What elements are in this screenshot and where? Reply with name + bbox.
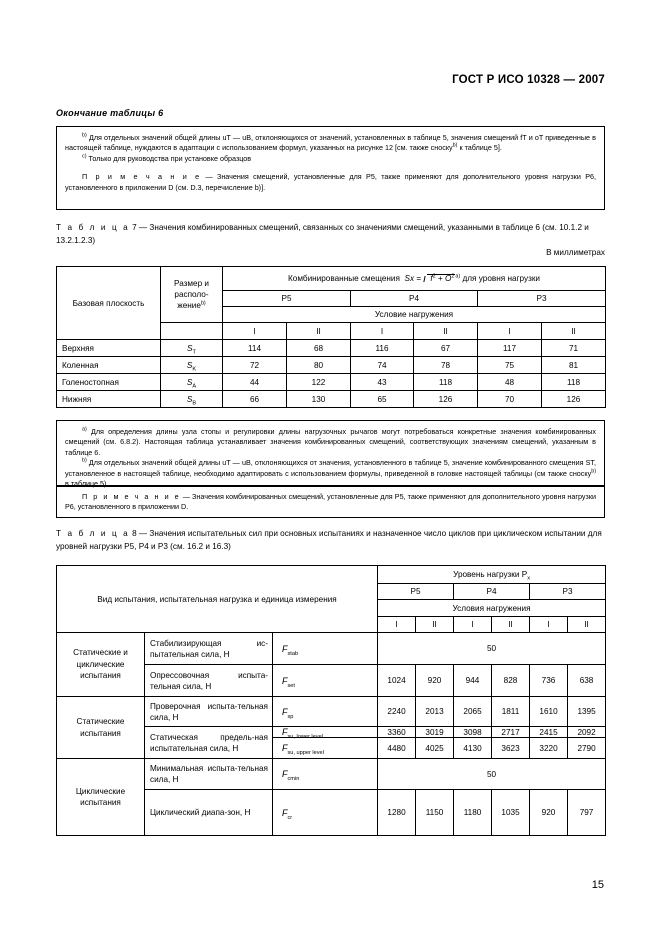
formula-lhs: Sx bbox=[404, 274, 415, 283]
table8-value: 1035 bbox=[492, 790, 530, 836]
table8-value: 2013 bbox=[416, 697, 454, 727]
table7-col-base-plane: Базовая плоскость bbox=[57, 267, 161, 340]
table7-col-size-location: Размер и располо- жение$^{b)}$ bbox=[161, 267, 223, 323]
table7-footnote-b-text1: Для отдельных значений общей длины uT — uB, отклоняющихся от значения, установленного в таблице 5, значение комбинированного смещения ST, установленное в настоящей таблице, необходимо адаптировать с использованием формулы, приведенной в головке настоящей таблицы (см также сноску bbox=[65, 458, 597, 478]
table8-group-1-label: Статические испытания bbox=[57, 697, 145, 759]
table7-level-p3: P3 bbox=[478, 291, 606, 307]
table7-loading-conditions-label: Условие нагружения bbox=[223, 307, 606, 323]
table7-symbol-2: $S_A$ bbox=[161, 374, 223, 391]
sqrt-icon: $f^2 + O^2$ bbox=[423, 274, 455, 283]
table7-row bbox=[57, 374, 606, 391]
table6-footnote-c-text: Только для руководства при установке образцов bbox=[88, 153, 252, 163]
table8-value: 1180 bbox=[454, 790, 492, 836]
table8-condition-4: II bbox=[492, 617, 530, 633]
table6-footnote-b bbox=[65, 133, 596, 154]
table8-value: 2092 bbox=[568, 727, 606, 738]
table8-row-symbol: $F_{cmin}$ bbox=[273, 759, 378, 790]
table8-value: 2065 bbox=[454, 697, 492, 727]
table7-plane-1: Коленная bbox=[57, 357, 161, 374]
table8-row-description: Циклический диапа-зон, Н bbox=[145, 790, 273, 836]
table8-value: 2240 bbox=[378, 697, 416, 727]
table8 bbox=[56, 565, 606, 836]
table7-plane-3: Нижняя bbox=[57, 391, 161, 408]
table7-condition-1: I bbox=[223, 323, 287, 340]
table7-note-label: П р и м е ч а н и е bbox=[82, 492, 181, 501]
table8-row-description: Минимальная испыта-тельная сила, Н bbox=[145, 759, 273, 790]
table7-caption-label: Т а б л и ц а bbox=[56, 223, 130, 232]
table8-row-description: Стабилизирующая ис-пытательная сила, Н bbox=[145, 633, 273, 665]
table8-value: 2790 bbox=[568, 738, 606, 759]
table7-condition-6: II bbox=[542, 323, 606, 340]
table7-footnote-b-ref: b) bbox=[591, 468, 596, 475]
table6-footnote-b-text: Для отдельных значений общей длины uT — uB, отклоняющихся от значений, установленных в таблице 5, значения смещений fT и oT приведенные в настоящей таблице, нуждаются в адаптации с использованием формул, указанных на рисунке 12 [см. также сноску bbox=[65, 133, 597, 153]
table7-footnote-b-marker: b) bbox=[82, 457, 87, 464]
table7-condition-5: I bbox=[478, 323, 542, 340]
table6-note-label: П р и м е ч а н и е bbox=[82, 172, 202, 182]
table7-value: 67 bbox=[414, 340, 478, 357]
page-number: 15 bbox=[591, 879, 604, 891]
table8-value: 1024 bbox=[378, 665, 416, 697]
table7-condition-header bbox=[161, 323, 223, 340]
table7-value: 65 bbox=[351, 391, 414, 408]
table8-row bbox=[57, 633, 606, 665]
table8-load-level-header: Уровень нагрузки $P_x$ bbox=[378, 566, 606, 584]
table8-value: 3220 bbox=[530, 738, 568, 759]
table8-condition-6: II bbox=[568, 617, 606, 633]
table7-value: 66 bbox=[223, 391, 287, 408]
table7-value: 81 bbox=[542, 357, 606, 374]
table8-level-p4: P4 bbox=[454, 584, 530, 600]
table8-condition-1: I bbox=[378, 617, 416, 633]
table7-footnote-a-text: Для определения длины узла стопы и регулировки длины нагрузочных рычагов могут потребоваться конкретные значения комбинированных смещений (см. 6.8.2). Настоящая таблица устанавливает значения комбинированных смещений, соответствующих значениям смещений, указанным в таблице 6. bbox=[65, 427, 596, 457]
table8-value: 2415 bbox=[530, 727, 568, 738]
table7-combined-displacement-header bbox=[223, 267, 606, 291]
table7-footnote-a bbox=[65, 427, 596, 458]
table8-header-row-1 bbox=[57, 566, 606, 584]
table8-caption-label: Т а б л и ц а bbox=[56, 529, 130, 538]
table7-row bbox=[57, 391, 606, 408]
table8-row-description: Опрессовочная испыта-тельная сила, Н bbox=[145, 665, 273, 697]
table8-value: 2717 bbox=[492, 727, 530, 738]
table8-value: 3623 bbox=[492, 738, 530, 759]
table8-row bbox=[57, 697, 606, 727]
table7-footnote-a-marker: a) bbox=[82, 426, 87, 433]
table8-row-symbol: $F_{cr}$ bbox=[273, 790, 378, 836]
table7-caption-text: — Значения комбинированных смещений, связанных со значениями смещений, указанными в таблице 6 (см. 10.1.2 и 13.2.1.2.3) bbox=[56, 223, 589, 245]
table7-row bbox=[57, 340, 606, 357]
table7-footnote-b-text2: в таблице 5). bbox=[65, 479, 109, 489]
table7-value: 48 bbox=[478, 374, 542, 391]
table7-value: 122 bbox=[287, 374, 351, 391]
table8-row-symbol: $F_{set}$ bbox=[273, 665, 378, 697]
table8-value: 828 bbox=[492, 665, 530, 697]
table8-row bbox=[57, 759, 606, 790]
table8-value: 3098 bbox=[454, 727, 492, 738]
table8-caption bbox=[56, 528, 605, 553]
table8-condition-3: I bbox=[454, 617, 492, 633]
table8-value: 1811 bbox=[492, 697, 530, 727]
table7 bbox=[56, 266, 606, 408]
table7-value: 117 bbox=[478, 340, 542, 357]
table8-row-span-value: 50 bbox=[378, 759, 606, 790]
table8-value: 3019 bbox=[416, 727, 454, 738]
table7-note-text: — Значения комбинированных смещений, установленные для P5, также применяют для дополнительного уровня нагрузки P6, установленного в приложении D. bbox=[65, 492, 596, 512]
table7-value: 72 bbox=[223, 357, 287, 374]
table7-caption-number: 7 bbox=[132, 223, 137, 232]
table7-caption bbox=[56, 222, 605, 247]
table8-value: 4025 bbox=[416, 738, 454, 759]
table8-value: 1395 bbox=[568, 697, 606, 727]
table8-caption-number: 8 bbox=[132, 529, 137, 538]
table7-condition-4: II bbox=[414, 323, 478, 340]
table7-units: В миллиметрах bbox=[546, 248, 605, 257]
footnote-marker-c: c) bbox=[82, 153, 87, 160]
table8-value: 1150 bbox=[416, 790, 454, 836]
table7-condition-2: II bbox=[287, 323, 351, 340]
table6-note-text: — Значения смещений, установленные для P5, также применяют для дополнительного уровня нагрузки P6, установленного в приложении D (см. D.3, перечисление b)]. bbox=[65, 172, 596, 192]
table8-row-symbol: $F_{su, upper level}$ bbox=[273, 738, 378, 759]
table8-value: 944 bbox=[454, 665, 492, 697]
table8-level-p3: P3 bbox=[530, 584, 606, 600]
table7-value: 126 bbox=[414, 391, 478, 408]
table6-footnote-c bbox=[65, 154, 596, 164]
table7-value: 116 bbox=[351, 340, 414, 357]
table7-condition-3: I bbox=[351, 323, 414, 340]
table8-value: 797 bbox=[568, 790, 606, 836]
table7-combined-formula: Комбинированные смещения $Sx = f^2 + O^{2a)}$ для уровня нагрузки bbox=[288, 273, 540, 283]
footnote-marker-b: b) bbox=[82, 132, 87, 139]
table8-group-0-label: Статические и циклические испытания bbox=[57, 633, 145, 697]
table7-value: 43 bbox=[351, 374, 414, 391]
table7-footnotes-box bbox=[56, 420, 605, 489]
document-header: ГОСТ Р ИСО 10328 — 2007 bbox=[452, 74, 605, 86]
table8-value: 4130 bbox=[454, 738, 492, 759]
table7-plane-0: Верхняя bbox=[57, 340, 161, 357]
table7-row bbox=[57, 357, 606, 374]
table8-col-test-type: Вид испытания, испытательная нагрузка и единица измерения bbox=[57, 566, 378, 633]
table8-row-description: Проверочная испыта-тельная сила, Н bbox=[145, 697, 273, 727]
table7-value: 74 bbox=[351, 357, 414, 374]
table8-value: 1280 bbox=[378, 790, 416, 836]
table7-value: 114 bbox=[223, 340, 287, 357]
table7-value: 44 bbox=[223, 374, 287, 391]
table8-value: 1610 bbox=[530, 697, 568, 727]
table7-note-box bbox=[56, 486, 605, 518]
table8-row-symbol: $F_{su, lower level}$ bbox=[273, 727, 378, 738]
table7-symbol-0: $S_T$ bbox=[161, 340, 223, 357]
table8-condition-2: II bbox=[416, 617, 454, 633]
table7-value: 118 bbox=[414, 374, 478, 391]
table7-symbol-3: $S_B$ bbox=[161, 391, 223, 408]
table6-footnote-b-ref: b) bbox=[452, 143, 458, 150]
table7-plane-2: Голеностопная bbox=[57, 374, 161, 391]
table7-header-row-1 bbox=[57, 267, 606, 291]
table8-level-p5: P5 bbox=[378, 584, 454, 600]
table7-symbol-1: $S_K$ bbox=[161, 357, 223, 374]
table8-value: 638 bbox=[568, 665, 606, 697]
table8-value: 920 bbox=[416, 665, 454, 697]
table7-value: 118 bbox=[542, 374, 606, 391]
table8-value: 736 bbox=[530, 665, 568, 697]
table8-caption-text: — Значения испытательных сил при основных испытаниях и назначенное число циклов при циклическом испытании для уровней нагрузки P5, P4 и P3 (см. 16.2 и 16.3) bbox=[56, 529, 602, 551]
table8-value: 920 bbox=[530, 790, 568, 836]
table7-level-p5: P5 bbox=[223, 291, 351, 307]
table7-footnote-b bbox=[65, 458, 596, 489]
table7-value: 130 bbox=[287, 391, 351, 408]
table7-value: 75 bbox=[478, 357, 542, 374]
table7-size-location-sup: b) bbox=[200, 300, 206, 307]
table8-row-span-value: 50 bbox=[378, 633, 606, 665]
table8-value: 4480 bbox=[378, 738, 416, 759]
table8-value: 3360 bbox=[378, 727, 416, 738]
table7-value: 80 bbox=[287, 357, 351, 374]
table6-notes-box bbox=[56, 126, 605, 210]
table6-note bbox=[65, 172, 596, 193]
table8-row-symbol: $F_{stab}$ bbox=[273, 633, 378, 665]
table7-value: 70 bbox=[478, 391, 542, 408]
table8-group-2-label: Циклические испытания bbox=[57, 759, 145, 836]
table8-row-description: Статическая предель-ная испытательная сила, Н bbox=[145, 727, 273, 759]
table8-row-symbol: $F_{sp}$ bbox=[273, 697, 378, 727]
table6-footnote-b-tail: к таблице 5]. bbox=[459, 143, 502, 153]
table8-condition-5: I bbox=[530, 617, 568, 633]
table7-value: 68 bbox=[287, 340, 351, 357]
table7-value: 126 bbox=[542, 391, 606, 408]
table6-continuation-label: Окончание таблицы 6 bbox=[56, 108, 164, 118]
table8-loading-conditions-label: Условия нагружения bbox=[378, 600, 606, 617]
table7-level-p4: P4 bbox=[351, 291, 478, 307]
table7-value: 71 bbox=[542, 340, 606, 357]
table7-note bbox=[65, 492, 596, 513]
table7-value: 78 bbox=[414, 357, 478, 374]
